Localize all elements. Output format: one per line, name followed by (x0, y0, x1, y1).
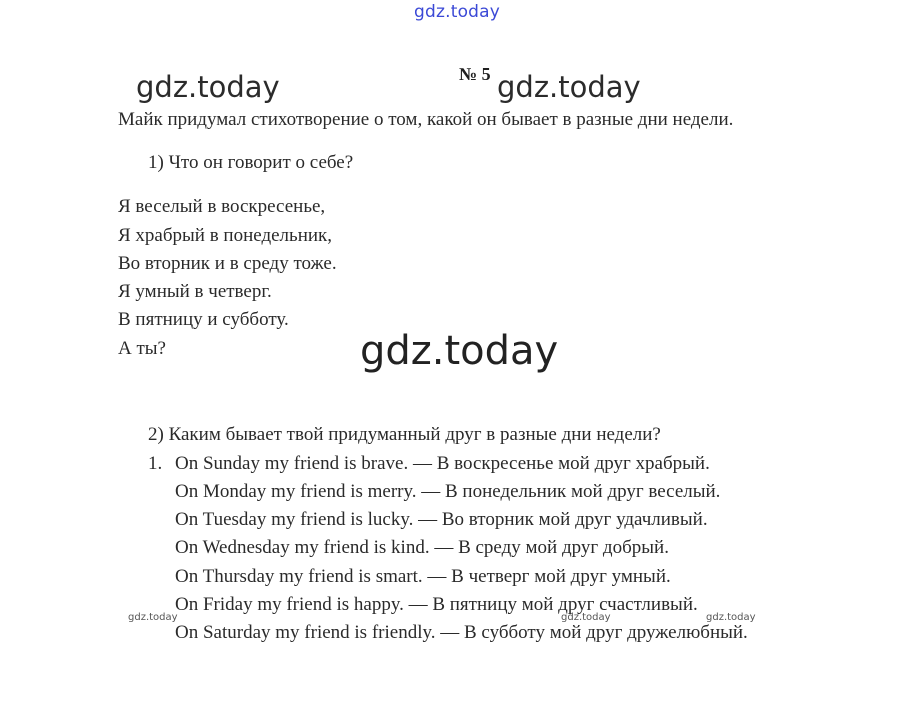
answer-line: On Wednesday my friend is kind. — В среду мой друг добрый. (175, 537, 669, 558)
watermark-top: gdz.today (414, 2, 501, 22)
watermark-right: gdz.today (497, 70, 641, 104)
task-intro: Майк придумал стихотворение о том, какой он бывает в разные дни недели. (118, 109, 734, 130)
watermark-small: gdz.today (706, 612, 756, 623)
poem-line: Я веселый в воскресенье, (118, 196, 326, 217)
watermark-left: gdz.today (136, 70, 280, 104)
poem-line: Во вторник и в среду тоже. (118, 253, 337, 274)
watermark-center: gdz.today (360, 328, 559, 374)
answer-line: On Monday my friend is merry. — В понедельник мой друг веселый. (175, 481, 721, 502)
answer-line: On Tuesday my friend is lucky. — Во вторник мой друг удачливый. (175, 509, 708, 530)
answer-line: On Thursday my friend is smart. — В четверг мой друг умный. (175, 566, 671, 587)
watermark-small: gdz.today (128, 612, 178, 623)
answer-line: On Sunday my friend is brave. — В воскресенье мой друг храбрый. (175, 453, 710, 474)
watermark-small: gdz.today (561, 612, 611, 623)
task-number: № 5 (459, 64, 491, 84)
answer-number: 1. (148, 453, 163, 474)
poem-line: Я храбрый в понедельник, (118, 225, 333, 246)
answer-line: On Friday my friend is happy. — В пятницу мой друг счастливый. (175, 594, 698, 615)
poem-line: Я умный в четверг. (118, 281, 272, 302)
question-1: 1) Что он говорит о себе? (148, 152, 354, 173)
answer-line: On Saturday my friend is friendly. — В субботу мой друг дружелюбный. (175, 622, 748, 643)
question-2: 2) Каким бывает твой придуманный друг в разные дни недели? (148, 424, 661, 445)
poem-line: В пятницу и субботу. (118, 309, 289, 330)
poem-line: А ты? (118, 338, 166, 359)
